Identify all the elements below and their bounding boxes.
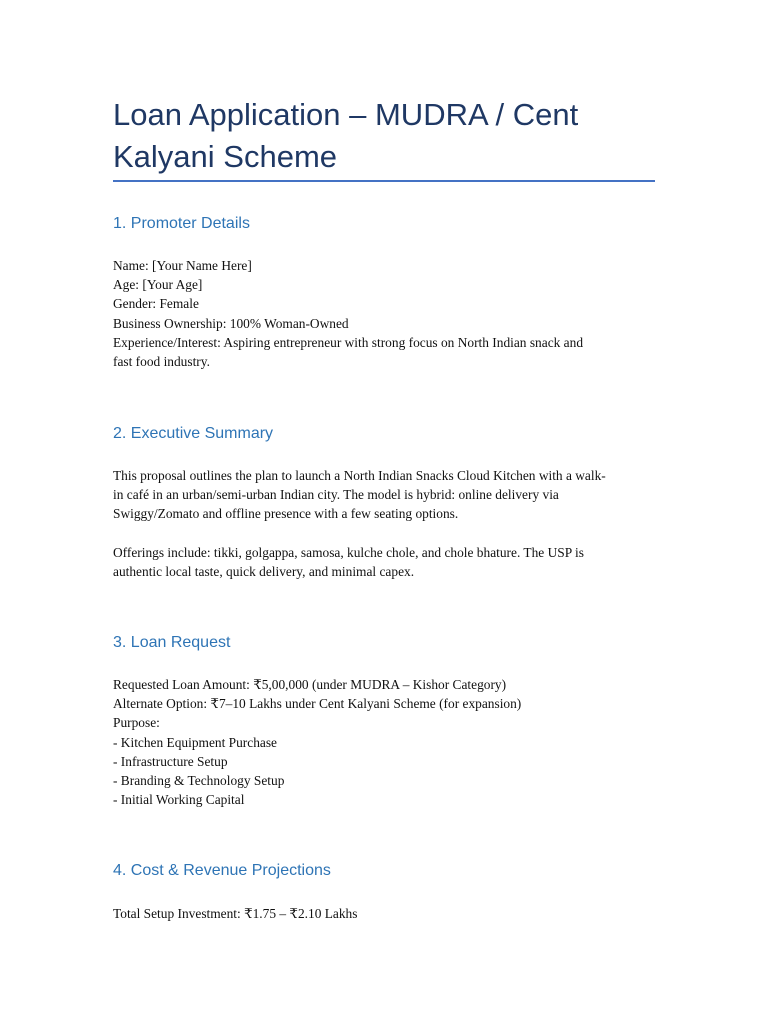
summary-p1-line-3: Swiggy/Zomato and offline presence with a few seating options.: [113, 506, 459, 522]
total-setup-investment-line: Total Setup Investment: ₹1.75 – ₹2.10 Lakhs: [113, 906, 358, 921]
promoter-gender-line: Gender: Female: [113, 296, 199, 312]
business-ownership-line: Business Ownership: 100% Woman-Owned: [113, 315, 349, 331]
executive-summary-paragraph-2: [113, 543, 658, 581]
executive-summary-paragraph-1: [113, 466, 658, 524]
summary-p1-line-2: in café in an urban/semi-urban Indian city. The model is hybrid: online delivery via: [113, 487, 559, 503]
cost-revenue-body: [113, 904, 658, 923]
document-title: Loan Application – MUDRA / Cent Kalyani Scheme: [113, 97, 579, 174]
promoter-name-line: Name: [Your Name Here]: [113, 258, 252, 273]
section-heading-promoter-details: 1. Promoter Details: [113, 215, 250, 232]
purpose-item: - Kitchen Equipment Purchase: [113, 734, 277, 750]
purpose-item: - Initial Working Capital: [113, 792, 245, 808]
title-underline-rule: [113, 180, 655, 182]
purpose-label: Purpose:: [113, 715, 160, 731]
section-heading-loan-request: 3. Loan Request: [113, 634, 231, 651]
loan-request-body: [113, 675, 658, 809]
experience-line-2: fast food industry.: [113, 354, 210, 370]
experience-line-1: Experience/Interest: Aspiring entrepreneur with strong focus on North Indian snack and: [113, 334, 584, 350]
alternate-option-line: Alternate Option: ₹7–10 Lakhs under Cent Kalyani Scheme (for expansion): [113, 696, 522, 712]
summary-p2-line-1: Offerings include: tikki, golgappa, samosa, kulche chole, and chole bhature. The USP is: [113, 545, 584, 560]
summary-p1-line-1: This proposal outlines the plan to launch a North Indian Snacks Cloud Kitchen with a walk-: [113, 468, 606, 483]
summary-p2-line-2: authentic local taste, quick delivery, and minimal capex.: [113, 564, 415, 580]
promoter-details-body: [113, 256, 658, 371]
purpose-item: - Branding & Technology Setup: [113, 773, 285, 789]
requested-amount-line: Requested Loan Amount: ₹5,00,000 (under MUDRA – Kishor Category): [113, 677, 507, 692]
purpose-item: - Infrastructure Setup: [113, 753, 228, 769]
section-heading-executive-summary: 2. Executive Summary: [113, 425, 274, 442]
section-heading-cost-revenue: 4. Cost & Revenue Projections: [113, 862, 331, 879]
promoter-age-line: Age: [Your Age]: [113, 277, 203, 293]
